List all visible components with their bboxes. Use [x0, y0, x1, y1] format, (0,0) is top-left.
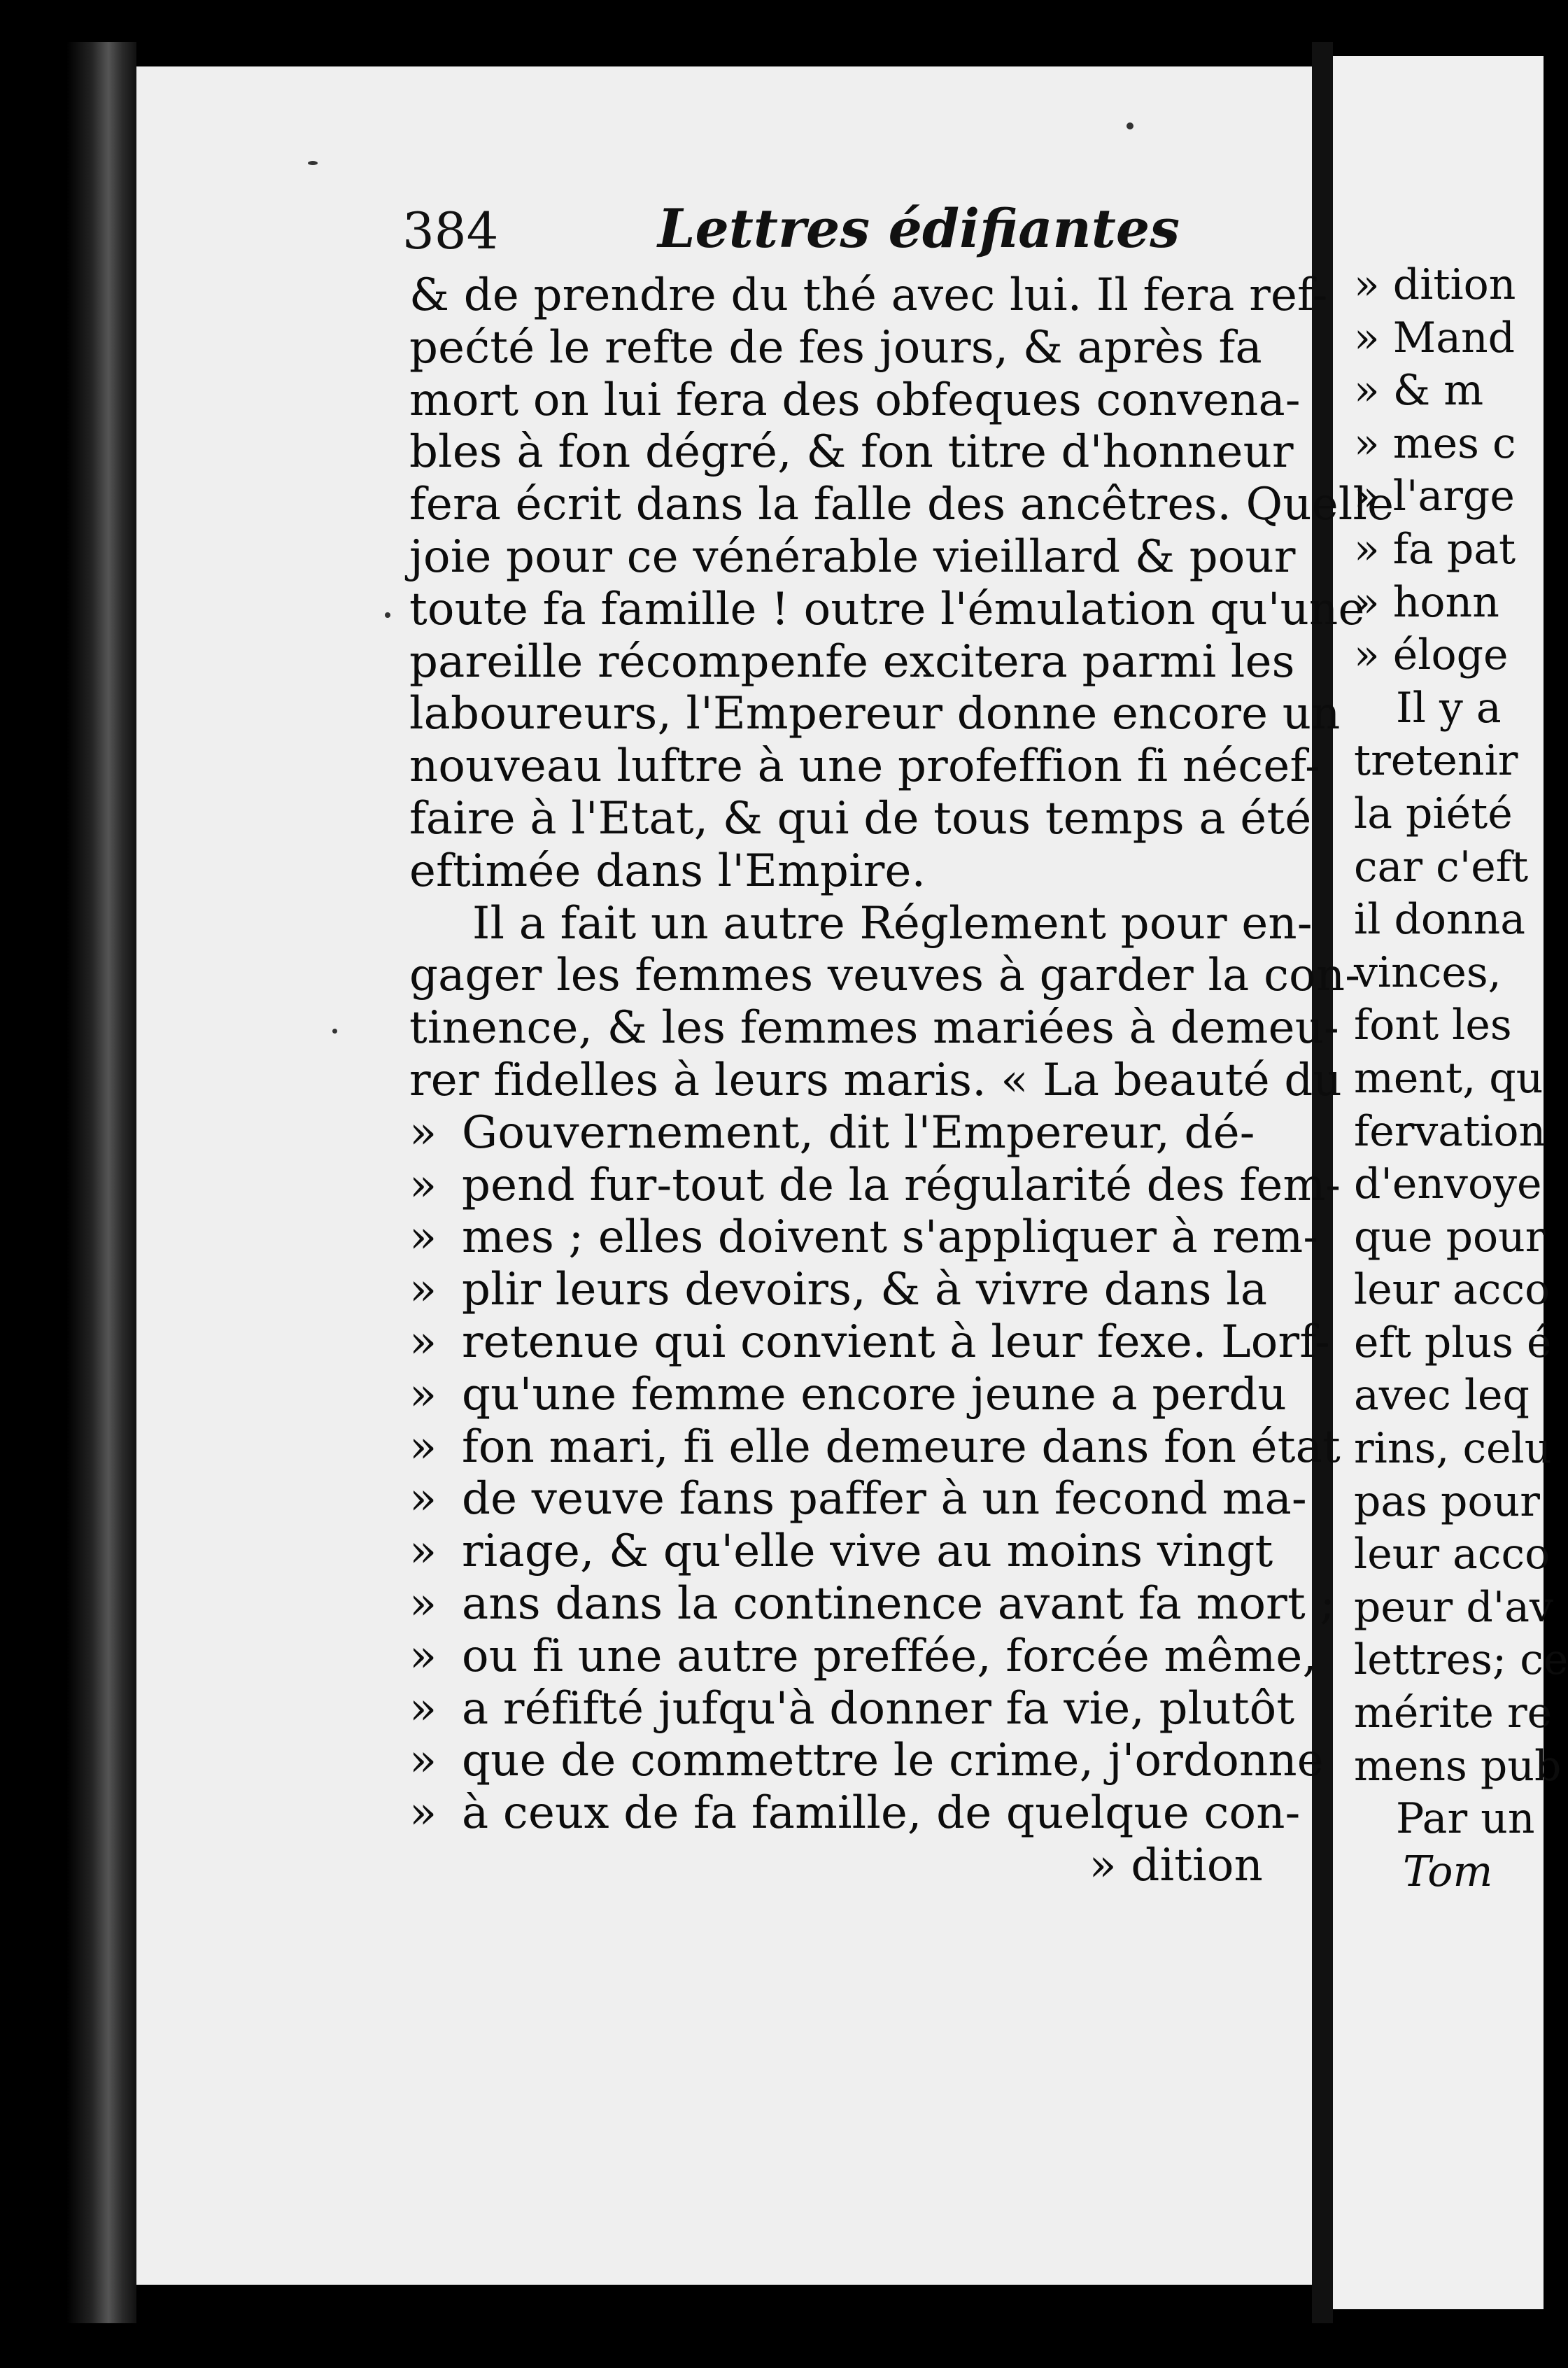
text-line [409, 1682, 1295, 1735]
text-line-content: pend fur-tout de la régularité des fem- [462, 1159, 1341, 1211]
text-line-content: joie pour ce vénérable vieillard & pour [409, 530, 1296, 583]
text-line-content: qu'une femme encore jeune a perdu [462, 1368, 1287, 1421]
text-line [409, 1577, 1336, 1630]
text-line: la piété [1354, 789, 1513, 838]
text-line-content: plir leurs devoirs, & à vivre dans la [462, 1264, 1268, 1316]
text-line: Tom [1403, 1847, 1493, 1896]
text-line [409, 1107, 1270, 1160]
quotation-mark: » [409, 1159, 437, 1211]
left-page-text [409, 269, 1394, 1970]
text-line: leur acco [1354, 1265, 1551, 1315]
text-line-content: rer fidelles à leurs maris. « La beauté du [409, 1054, 1342, 1106]
text-line-content: eftimée dans l'Empire. [409, 845, 926, 897]
ink-speck [385, 612, 390, 618]
quotation-mark: » [409, 1735, 437, 1787]
text-line [409, 426, 1294, 479]
text-line [409, 322, 1270, 374]
text-line-content: tinence, & les femmes mariées à demeu- [409, 1002, 1339, 1055]
text-line: pas pour [1354, 1477, 1540, 1526]
text-line [409, 583, 1365, 636]
text-line: eft plus é [1354, 1318, 1552, 1367]
text-line-content: mes ; elles doivent s'appliquer à rem- [462, 1211, 1319, 1264]
quotation-mark: » [409, 1525, 437, 1578]
text-line-content: faire à l'Etat, & qui de tous temps a été [409, 792, 1312, 845]
text-line-content: bles à fon dégré, & fon titre d'honneur [409, 426, 1294, 479]
text-line: lettres; ce [1354, 1635, 1568, 1685]
ink-speck [308, 161, 318, 165]
text-line [409, 1002, 1339, 1055]
text-line-content: a réfifté jufqu'à donner fa vie, plutôt [462, 1682, 1295, 1735]
text-line: mens pub [1354, 1741, 1562, 1791]
text-line [409, 897, 1313, 950]
text-line-content: ou fi une autre preffée, forcée même, [462, 1630, 1318, 1682]
text-line: il donna [1354, 895, 1526, 945]
text-line: fervation [1354, 1106, 1546, 1156]
text-line [409, 1735, 1324, 1787]
text-line: Par un [1396, 1794, 1535, 1844]
text-line-content: mort on lui fera des obfeques convena- [409, 374, 1301, 426]
text-line-content: ans dans la continence avant fa mort ; [462, 1577, 1336, 1630]
text-line: » & m [1354, 366, 1484, 416]
text-line: » fa pat [1354, 524, 1516, 574]
text-line: peur d'av [1354, 1582, 1553, 1632]
quotation-mark: » [409, 1211, 437, 1264]
book-binding-edge [66, 42, 136, 2323]
text-line-content: nouveau luftre à une profeffion fi nécef- [409, 740, 1320, 793]
text-line: tretenir [1354, 736, 1518, 786]
text-line: avec leq [1354, 1371, 1530, 1421]
text-line [409, 688, 1341, 740]
text-line-content: que de commettre le crime, j'ordonne [462, 1735, 1324, 1787]
text-line-content: Gouvernement, dit l'Empereur, dé- [462, 1106, 1255, 1159]
quotation-mark: » [409, 1368, 437, 1421]
text-line-content: & de prendre du thé avec lui. Il fera ref- [409, 269, 1328, 321]
text-line [409, 740, 1320, 793]
text-line: d'envoye [1354, 1160, 1542, 1209]
page-number: 384 [402, 202, 499, 260]
text-line: » mes c [1354, 418, 1516, 468]
text-line: mérite re [1354, 1689, 1553, 1738]
text-line-content: fera écrit dans la falle des ancêtres. Quelle [409, 479, 1394, 531]
quotation-mark: » [409, 1473, 437, 1525]
text-line [409, 1054, 1342, 1107]
text-line-content: laboureurs, l'Empereur donne encore un [409, 688, 1341, 740]
text-line: font les [1354, 1001, 1512, 1050]
text-line-content: pareille récompenfe excitera parmi les [409, 635, 1295, 688]
text-line-content: gager les femmes veuves à garder la con- [409, 950, 1361, 1002]
text-line [409, 1368, 1287, 1421]
text-line [409, 1473, 1307, 1525]
text-line-content: de veuve fans paffer à un fecond ma- [462, 1473, 1307, 1525]
quotation-mark: » [409, 1316, 437, 1368]
text-line [409, 479, 1394, 531]
text-line: rins, celu [1354, 1424, 1552, 1474]
text-line [409, 1787, 1301, 1840]
text-line [409, 1211, 1319, 1264]
text-line [409, 845, 1270, 898]
quotation-mark: » [409, 1682, 437, 1735]
page-header [276, 196, 1270, 273]
quotation-mark: » [409, 1106, 437, 1159]
text-line: vinces, [1354, 947, 1502, 997]
text-line-content: riage, & qu'elle vive au moins vingt [462, 1525, 1273, 1578]
text-line-content: Il a fait un autre Réglement pour en- [472, 897, 1313, 950]
ink-speck [332, 1029, 337, 1034]
text-line [409, 1630, 1318, 1683]
text-line-content: toute fa famille ! outre l'émulation qu'une [409, 583, 1365, 635]
text-line [409, 1316, 1330, 1369]
text-line [409, 950, 1361, 1002]
text-line-content: pećté le refte de fes jours, & après fa [409, 321, 1262, 374]
text-line [409, 1525, 1273, 1578]
quotation-mark: » [409, 1787, 437, 1840]
text-line: Il y a [1396, 683, 1502, 733]
text-line [409, 1264, 1270, 1316]
text-line-content: à ceux de fa famille, de quelque con- [462, 1787, 1301, 1840]
text-line [409, 635, 1295, 689]
text-line [409, 269, 1328, 322]
text-line [409, 530, 1296, 584]
quotation-mark: » [409, 1264, 437, 1316]
right-page-text [1354, 259, 1568, 1980]
text-line: que pour [1354, 1212, 1546, 1262]
text-line [409, 1159, 1341, 1212]
text-line-content: retenue qui convient à leur fexe. Lorf- [462, 1316, 1330, 1368]
text-line: » honn [1354, 577, 1499, 627]
text-line [409, 792, 1312, 845]
quotation-mark: » [409, 1630, 437, 1682]
text-line: leur acco [1354, 1530, 1551, 1579]
text-line [409, 1421, 1341, 1474]
text-line: ment, qu [1354, 1053, 1544, 1103]
text-line: » dition [1354, 260, 1516, 309]
text-line: car c'eft [1354, 842, 1529, 891]
running-title: Lettres édifiantes [658, 197, 1180, 260]
text-line [409, 374, 1301, 427]
text-line-content: fon mari, fi elle demeure dans fon état [462, 1421, 1341, 1473]
text-line-content: » dition [1089, 1839, 1263, 1891]
quotation-mark: » [409, 1421, 437, 1473]
quotation-mark: » [409, 1577, 437, 1630]
text-line: » éloge [1354, 630, 1509, 680]
text-line [409, 1840, 1270, 1892]
text-line: » l'arge [1354, 472, 1515, 521]
text-line: » Mand [1354, 313, 1516, 362]
ink-speck [1126, 122, 1133, 129]
